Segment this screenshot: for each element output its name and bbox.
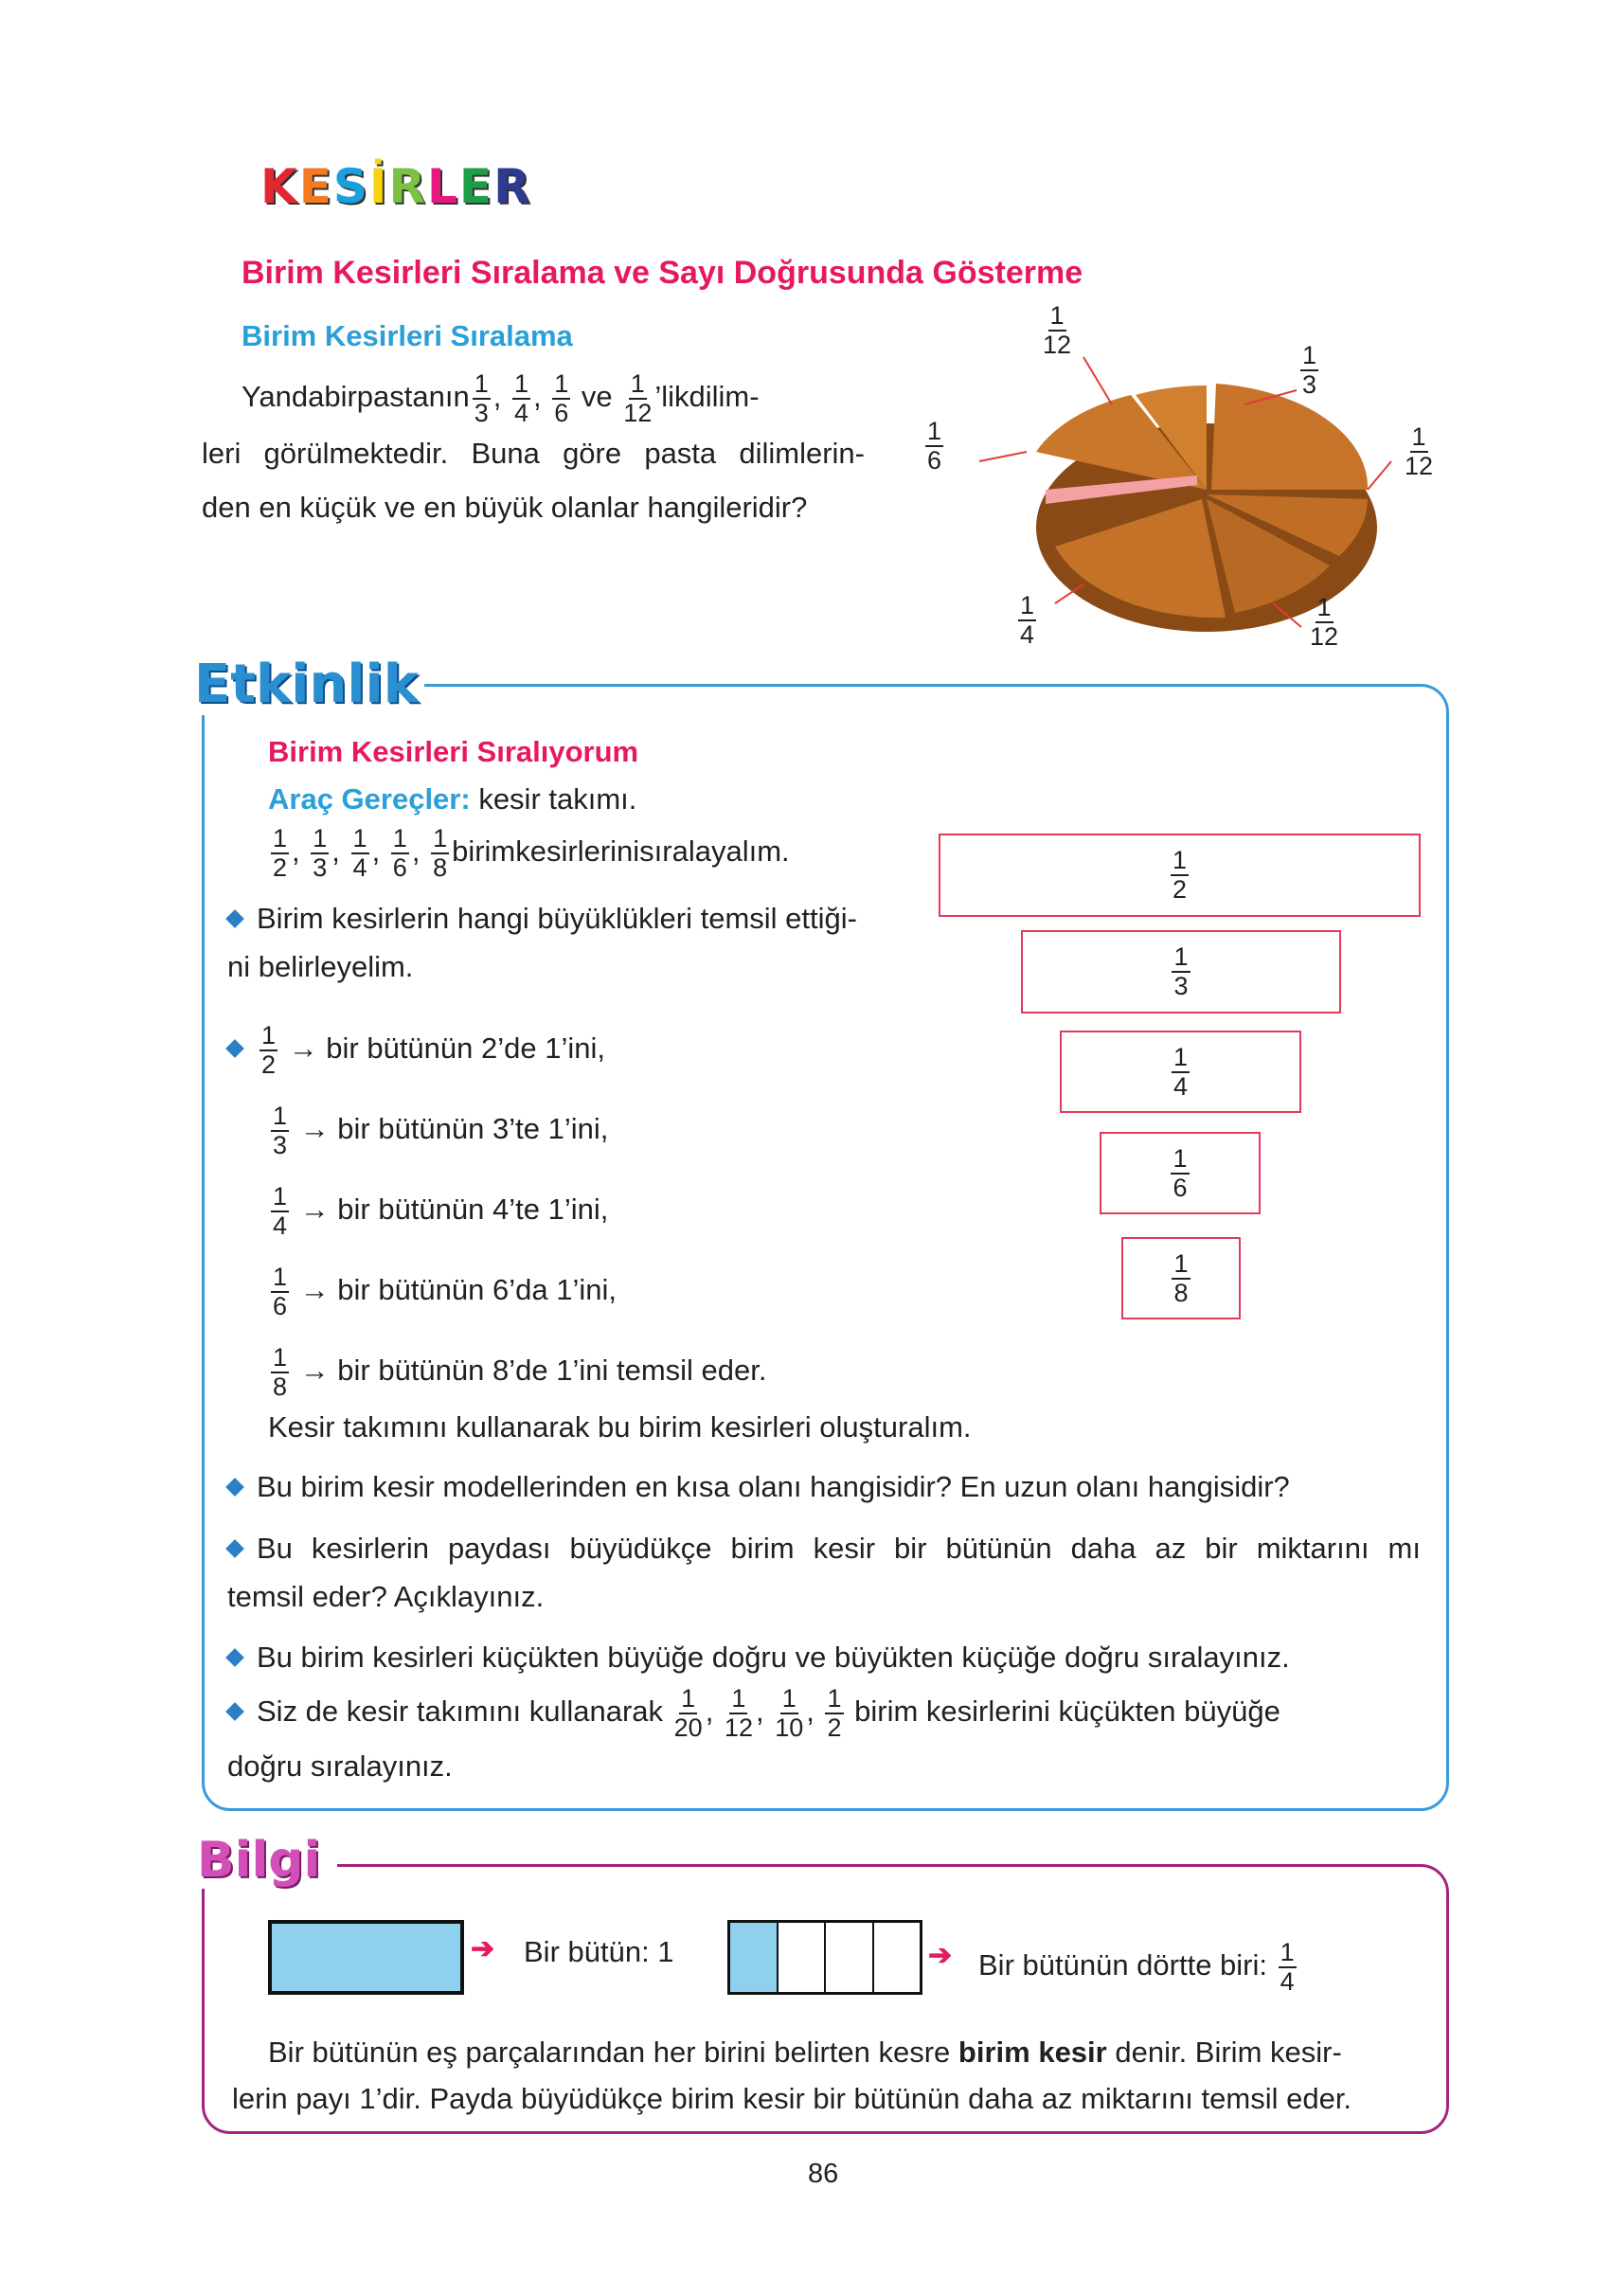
intro-line-3: den en küçük ve en büyük olanlar hangileridir? xyxy=(202,491,808,524)
arrow-icon: ➔ xyxy=(928,1940,953,1971)
fraction-bar-third: $\frac{1}{3}$ xyxy=(1021,930,1341,1013)
representation-row: $\frac{1}{6}$ → bir bütünün 6’da 1’ini, xyxy=(273,1263,617,1320)
title-letter: S xyxy=(332,159,369,214)
intro-line-2: leri görülmektedir. Buna göre pasta dilimlerin- xyxy=(202,437,865,470)
title-letter: K xyxy=(260,159,299,214)
arrow-icon: ➔ xyxy=(471,1933,495,1964)
cake-label: $\frac{1}{12}$ xyxy=(1310,593,1339,651)
chapter-title xyxy=(260,159,532,214)
activity-heading: Birim Kesirleri Sıralıyorum xyxy=(268,735,639,768)
page-number: 86 xyxy=(808,2159,839,2189)
bullet-line: Birim kesirlerin hangi büyüklükleri temsil ettiği- xyxy=(223,901,857,936)
fraction: $\frac{1}{3}$ xyxy=(273,1102,288,1159)
fraction: $\frac{1}{6}$ xyxy=(554,369,569,427)
diamond-bullet-icon xyxy=(225,1478,244,1497)
cake-label: $\frac{1}{4}$ xyxy=(1020,591,1035,649)
representation-row: $\frac{1}{8}$ → bir bütünün 8’de 1’ini temsil eder. xyxy=(273,1343,767,1401)
fraction: $\frac{1}{8}$ xyxy=(273,1343,288,1401)
build-instruction: Kesir takımını kullanarak bu birim kesirleri oluşturalım. xyxy=(268,1410,972,1444)
diamond-bullet-icon xyxy=(225,1539,244,1558)
whole-rectangle xyxy=(268,1920,464,1995)
cake-label: $\frac{1}{12}$ xyxy=(1043,301,1072,359)
cake-label: $\frac{1}{6}$ xyxy=(927,417,942,475)
question-4: Siz de kesir takımını kullanarak $\frac{1}{20}$ , $\frac{1}{12}$ , $\frac{1}{10}$ , $\frac{1}{2}$ birim kesirlerini küçükten büyüğe xyxy=(223,1686,1280,1741)
title-letter: R xyxy=(388,159,428,214)
section-heading: Birim Kesirleri Sıralama ve Sayı Doğrusunda Gösterme xyxy=(242,255,1083,291)
whole-label: Bir bütün: 1 xyxy=(524,1935,674,1968)
quarter-rectangle xyxy=(727,1920,922,1995)
intro-line-1: Yandabirpastanın $\frac{1}{3}$ , $\frac{1}{4}$ , $\frac{1}{6}$ ve $\frac{1}{12}$ ’likdilim- xyxy=(242,369,760,427)
fraction-bar-sixth: $\frac{1}{6}$ xyxy=(1100,1132,1261,1214)
fraction: $\frac{1}{2}$ xyxy=(261,1021,277,1079)
fraction-bar-quarter: $\frac{1}{4}$ xyxy=(1060,1031,1301,1113)
fraction-bar-eighth: $\frac{1}{8}$ xyxy=(1121,1237,1241,1319)
diamond-bullet-icon xyxy=(225,909,244,928)
tools-line: Araç Gereçler: kesir takımı. xyxy=(268,782,637,816)
title-letter: İ xyxy=(368,159,389,214)
title-letter: R xyxy=(493,159,532,214)
question-4-cont: doğru sıralayınız. xyxy=(227,1749,453,1783)
cake-slice xyxy=(1211,384,1368,490)
fraction: $\frac{1}{4}$ xyxy=(514,369,529,427)
info-paragraph-1: Bir bütünün eş parçalarından her birini belirten kesre birim kesir denir. Birim kesir- xyxy=(268,2036,1342,2069)
diamond-bullet-icon xyxy=(225,1702,244,1721)
quarter-label: Bir bütünün dörtte biri: $\frac{1}{4}$ xyxy=(978,1938,1295,1996)
fraction: $\frac{1}{4}$ xyxy=(273,1182,288,1240)
fractions-line: $\frac{1}{2}$ , $\frac{1}{3}$ , $\frac{1}{4}$ , $\frac{1}{6}$ , $\frac{1}{8}$ birimkesirlerinisıralayalım. xyxy=(273,824,790,882)
title-letter: E xyxy=(458,159,494,214)
cake-label: $\frac{1}{3}$ xyxy=(1302,341,1317,399)
question-3: Bu birim kesirleri küçükten büyüğe doğru ve büyükten küçüğe doğru sıralayınız. xyxy=(223,1640,1290,1675)
diamond-bullet-icon xyxy=(225,1039,244,1058)
fraction: $\frac{1}{12}$ xyxy=(623,369,653,427)
cake-label: $\frac{1}{12}$ xyxy=(1405,422,1434,480)
fraction: $\frac{1}{6}$ xyxy=(273,1263,288,1320)
representation-row: $\frac{1}{3}$ → bir bütünün 3’te 1’ini, xyxy=(273,1102,609,1159)
title-letter: L xyxy=(427,159,459,214)
question-2-cont: temsil eder? Açıklayınız. xyxy=(227,1580,545,1613)
bullet-line-cont: ni belirleyelim. xyxy=(227,950,414,983)
question-1: Bu birim kesir modellerinden en kısa olanı hangisidir? En uzun olanı hangisidir? xyxy=(223,1469,1290,1504)
representation-row: $\frac{1}{4}$ → bir bütünün 4’te 1’ini, xyxy=(273,1182,609,1240)
title-letter: E xyxy=(298,159,333,214)
info-paragraph-2: lerin payı 1’dir. Payda büyüdükçe birim kesir bir bütünün daha az miktarını temsil eder. xyxy=(232,2082,1352,2115)
representation-row: $\frac{1}{2}$ → bir bütünün 2’de 1’ini, xyxy=(223,1023,605,1078)
fraction: $\frac{1}{3}$ xyxy=(474,369,489,427)
fraction-bar-half: $\frac{1}{2}$ xyxy=(939,834,1421,917)
activity-title: Etkinlik xyxy=(194,654,424,715)
cake-illustration xyxy=(922,300,1453,660)
question-2: Bu kesirlerin paydası büyüdükçe birim kesir bir bütünün daha az bir miktarını mı xyxy=(223,1531,1421,1566)
info-title: Bilgi xyxy=(197,1832,337,1889)
subheading: Birim Kesirleri Sıralama xyxy=(242,319,573,352)
diamond-bullet-icon xyxy=(225,1648,244,1667)
